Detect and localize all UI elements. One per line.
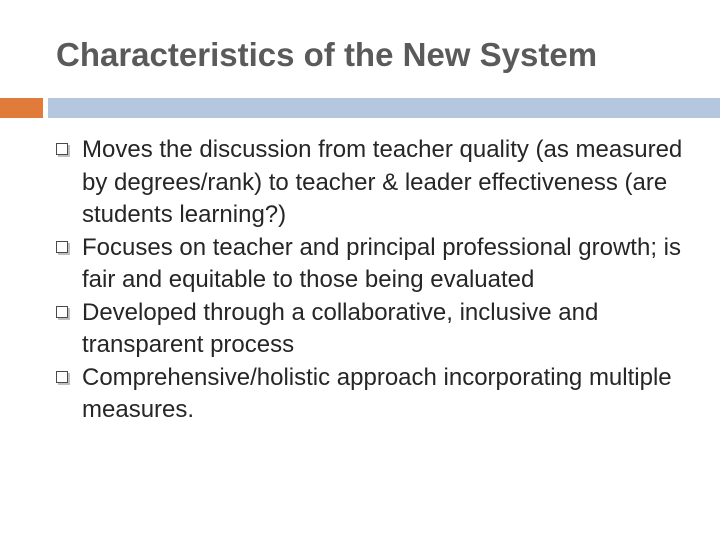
- bullet-item: [56, 297, 696, 362]
- bullet-text: Comprehensive/holistic approach incorporating multiple measures.: [82, 363, 672, 423]
- bullet-text: Focuses on teacher and principal professional growth; is fair and equitable to those being evaluated: [82, 233, 681, 293]
- hollow-square-icon: [56, 371, 68, 383]
- title-rule-bar: [48, 98, 720, 118]
- hollow-square-icon: [56, 306, 68, 318]
- bullet-list: [56, 134, 696, 427]
- bullet-item: [56, 134, 696, 232]
- bullet-item: [56, 232, 696, 297]
- accent-bar: [0, 98, 43, 118]
- bullet-text: Moves the discussion from teacher quality (as measured by degrees/rank) to teacher & leader effectiveness (are students learning?): [82, 136, 683, 228]
- bullet-item: [56, 362, 696, 427]
- bullet-text: Developed through a collaborative, inclusive and transparent process: [82, 298, 599, 358]
- slide-title: Characteristics of the New System: [56, 36, 598, 73]
- hollow-square-icon: [56, 143, 68, 155]
- hollow-square-icon: [56, 241, 68, 253]
